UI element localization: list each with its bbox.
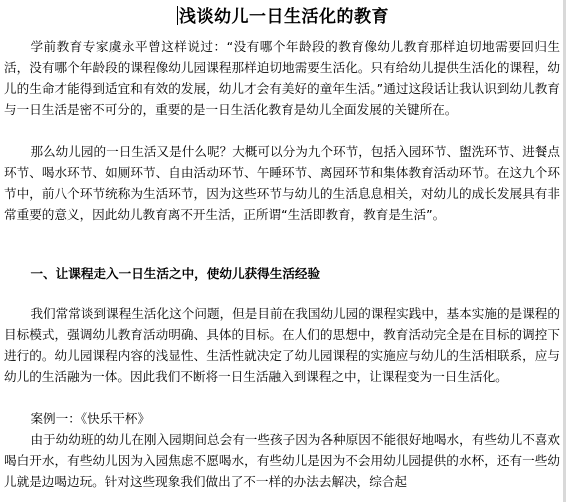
paragraph-intro: 学前教育专家虞永平曾这样说过：“没有哪个年龄段的教育像幼儿教育那样迫切地需要回归生活，没有哪个年龄段的课程像幼儿园课程那样迫切地需要生活化。只有给幼儿提供生活化的课程，幼儿的生命才能得到适宜和有效的发展，幼儿才会有美好的童年生活。”通过这段话让我认识到幼儿教育与一日生活是密不可分的，重要的是一日生活化教育是幼儿全面发展的关键所在。 (4, 39, 560, 117)
text-cursor (177, 6, 178, 25)
document-title-line (0, 5, 566, 29)
paragraph-case: 由于幼幼班的幼儿在刚入园期间总会有一些孩子因为各种原因不能很好地喝水，有些幼儿不喜欢喝白开水，有些幼儿因为入园焦虑不愿喝水，有些幼儿是因为不会用幼儿园提供的水杯，还有一些幼儿就是边喝边玩。针对这些现象我们做出了不一样的办法去解决，综合起 (4, 432, 560, 489)
section-heading: 一、让课程走入一日生活之中，使幼儿获得生活经验 (30, 266, 321, 281)
document-title: 浅谈幼儿一日生活化的教育 (179, 7, 389, 27)
paragraph-daily-life: 那么幼儿园的一日生活又是什么呢？大概可以分为九个环节，包括入园环节、盥洗环节、进餐点环节、喝水环节、如厕环节、自由活动环节、午睡环节、离园环节和集体教育活动环节。在这九个环节中，前八个环节统称为生活环节，因为这些环节与幼儿的生活息息相关，对幼儿的成长发展具有非常重要的意义，因此幼儿教育离不开生活，正所谓“生活即教育，教育是生活”。 (4, 144, 560, 222)
case-label: 案例一：《快乐干杯》 (30, 411, 151, 426)
paragraph-curriculum: 我们常常谈到课程生活化这个问题，但是目前在我国幼儿园的课程实践中，基本实施的是课程的目标模式，强调幼儿教育活动明确、具体的目标。在人们的思想中，教育活动完全是在目标的调控下进行的。幼儿园课程内容的浅显性、生活性就决定了幼儿园课程的实施应与幼儿的生活相联系，应与幼儿的生活融为一体。因此我们不断将一日生活融入到课程之中，让课程变为一日生活化。 (4, 306, 560, 384)
